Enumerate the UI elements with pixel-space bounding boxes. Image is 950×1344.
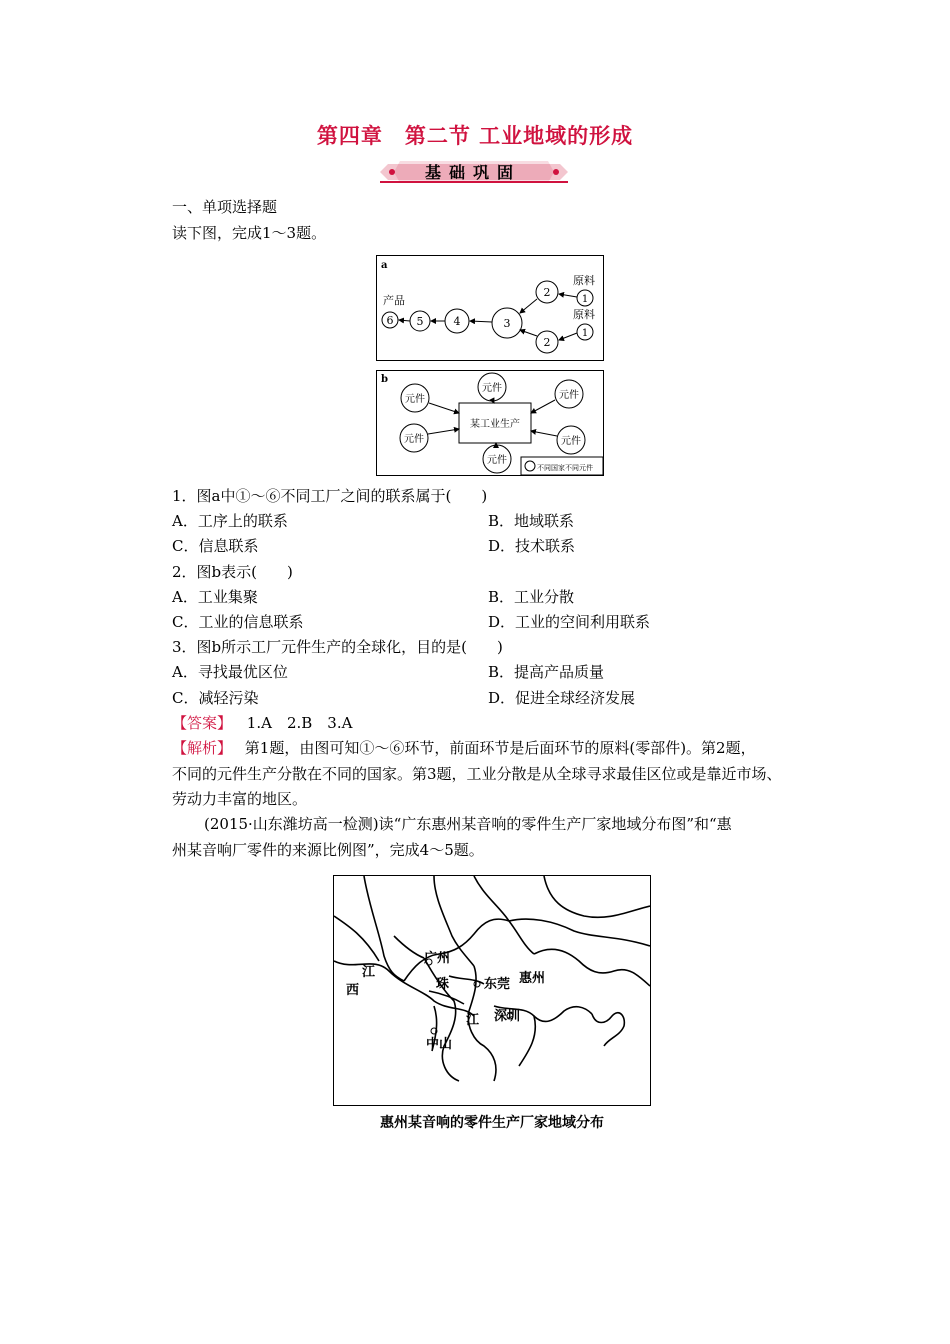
answer-text: 1.A 2.B 3.A bbox=[246, 714, 353, 732]
center-box: 某工业生产 bbox=[470, 419, 520, 430]
q1-option-a: A．工序上的联系 bbox=[172, 512, 288, 530]
element-6: 元件 bbox=[487, 455, 507, 466]
node-2-bottom: 2 bbox=[543, 336, 551, 349]
label-shenzhen: 深圳 bbox=[494, 1009, 521, 1024]
label-jiang-2: 江 bbox=[466, 1013, 480, 1028]
analysis-text-3: 劳动力丰富的地区。 bbox=[172, 790, 308, 808]
element-1: 元件 bbox=[405, 394, 425, 405]
element-4: 元件 bbox=[404, 434, 424, 445]
analysis-text-2: 不同的元件生产分散在不同的国家。第3题，工业分散是从全球寻求最佳区位或是靠近市场、 bbox=[172, 765, 782, 783]
element-3: 元件 bbox=[559, 390, 579, 401]
q2-option-a: A．工业集聚 bbox=[172, 588, 258, 606]
map-figure bbox=[333, 875, 651, 1106]
element-5: 元件 bbox=[561, 436, 581, 447]
intro2-line-1: (2015·山东潍坊高一检测)读“广东惠州某音响的零件生产厂家地域分布图”和“惠 bbox=[204, 815, 732, 833]
label-dongguan: 东莞 bbox=[484, 977, 511, 992]
node-1-bottom: 1 bbox=[581, 328, 589, 339]
label-xi: 西 bbox=[346, 983, 360, 998]
q1-option-d: D．技术联系 bbox=[488, 537, 576, 555]
intro2-line-2: 州某音响厂零件的来源比例图”，完成4～5题。 bbox=[172, 841, 484, 859]
map-drawing bbox=[334, 876, 650, 1105]
figure-b-label: b bbox=[381, 374, 388, 385]
node-1-top: 1 bbox=[581, 294, 589, 305]
page-title: 第四章 第二节 工业地域的形成 bbox=[316, 123, 634, 148]
q1-option-c: C．信息联系 bbox=[172, 537, 259, 555]
node-3: 3 bbox=[503, 317, 511, 330]
q3-option-c: C．减轻污染 bbox=[172, 689, 259, 707]
q2-option-b: B．工业分散 bbox=[488, 588, 575, 606]
label-zhu: 珠 bbox=[436, 977, 450, 992]
intro-text: 读下图，完成1～3题。 bbox=[172, 224, 327, 242]
answer-label: 【答案】 bbox=[172, 714, 233, 732]
node-2-top: 2 bbox=[543, 286, 551, 299]
section-heading: 一、单项选择题 bbox=[172, 198, 278, 216]
node-5: 5 bbox=[416, 315, 424, 328]
raw-label-2: 原料 bbox=[573, 308, 595, 321]
analysis-line-1 bbox=[172, 737, 756, 759]
q3-option-b: B．提高产品质量 bbox=[488, 663, 605, 681]
analysis-text-1: 第1题，由图可知①～⑥环节，前面环节是后面环节的原料(零部件)。第2题， bbox=[244, 739, 756, 757]
label-huizhou: 惠州 bbox=[519, 971, 546, 986]
banner-text: 基础巩固 bbox=[424, 163, 521, 182]
label-jiang-1: 江 bbox=[362, 965, 376, 980]
q3-option-a: A．寻找最优区位 bbox=[172, 663, 288, 681]
map-caption: 惠州某音响的零件生产厂家地域分布 bbox=[380, 1115, 604, 1131]
q2-option-d: D．工业的空间利用联系 bbox=[488, 613, 651, 631]
legend-text: 不同国家不同元件 bbox=[537, 464, 593, 472]
raw-label-1: 原料 bbox=[573, 274, 595, 287]
q3-option-d: D．促进全球经济发展 bbox=[488, 689, 636, 707]
figure-b-diagram bbox=[377, 371, 603, 475]
answer-line bbox=[172, 712, 352, 734]
q1-option-b: B．地域联系 bbox=[488, 512, 575, 530]
question-2-stem: 2．图b表示( ) bbox=[172, 563, 293, 581]
node-6: 6 bbox=[386, 314, 394, 327]
element-2: 元件 bbox=[482, 383, 502, 394]
figure-a bbox=[376, 255, 604, 361]
q2-option-c: C．工业的信息联系 bbox=[172, 613, 304, 631]
figure-b bbox=[376, 370, 604, 476]
analysis-label: 【解析】 bbox=[172, 739, 233, 757]
node-4: 4 bbox=[453, 315, 461, 328]
label-zhongshan: 中山 bbox=[426, 1037, 453, 1052]
figure-a-diagram bbox=[377, 256, 603, 360]
label-guangzhou: 广州 bbox=[424, 951, 451, 966]
question-1-stem: 1．图a中①～⑥不同工厂之间的联系属于( ) bbox=[172, 487, 488, 505]
figure-a-label: a bbox=[381, 260, 388, 271]
question-3-stem: 3．图b所示工厂元件生产的全球化，目的是( ) bbox=[172, 638, 503, 656]
product-label: 产品 bbox=[383, 294, 405, 307]
